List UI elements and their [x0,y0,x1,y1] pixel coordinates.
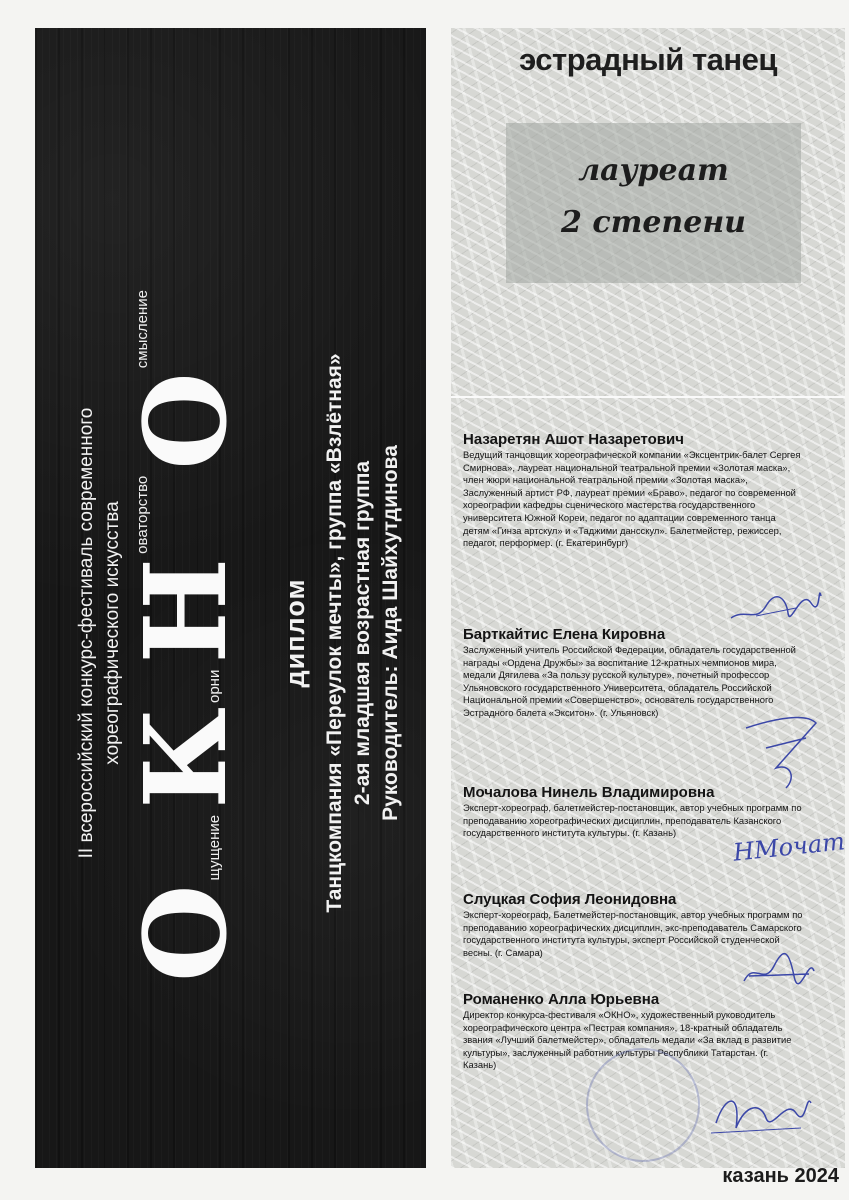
jury-member-description: Эксперт-хореограф, балетмейстер-постановщик, автор учебных программ по преподаванию хореографических дисциплин, преподаватель Казанского государственного института культуры. (г. Казань) [463,802,802,839]
award-title: лауреат [578,153,729,188]
city-year: казань 2024 [722,1165,839,1187]
award-degree: 2 степени [561,205,746,240]
jury-member-name: Слуцкая София Леонидовна [463,891,677,908]
jury-member-name: Романенко Алла Юрьевна [463,991,660,1008]
jury-member-name: Мочалова Нинель Владимировна [463,784,715,801]
logo-letter-n: Н [121,557,252,664]
participant-name: Танцкомпания «Переулок мечты», группа «Взлётная» [323,353,346,913]
logo-word4: смысление [134,290,151,369]
logo-letter-k: К [121,707,252,809]
festival-title-line1: II всероссийский конкурс-фестиваль современного [76,407,97,859]
signature-2 [736,708,826,798]
signature-5 [706,1073,816,1143]
document-type: диплом [280,578,310,688]
signature-3: НМочат [731,827,847,867]
award-box [506,123,801,283]
okno-logo [121,73,252,1168]
stamp-seal [586,1048,700,1162]
signature-1 [726,578,826,638]
jury-member-description: Ведущий танцовщик хореографической компании «Эксцентрик-балет Сергея Смирнова», лауреат национальной театральной премии «Золотая маска», член жюри национальной театральной премии «Золотая маска», Заслуженный артист РФ, лауреат премии «Браво», педагог по современной хореографии кафедры сценического мастерства государственного университета Южной Кореи, педагог по адаптации современного танца детям «Гинза артскул» и «Таджими дансскул». Балетмейстер, режиссер, педагог, перформер. (г. Екатеринбург) [463,449,801,549]
jury-member-description: Заслуженный учитель Российской Федерации, обладатель государственной награды «Ордена Дружбы» за воспитание 12-кратных чемпионов мира, медали Дягилева «За пользу русской культуре», почетный профессор Ульяновского государственного Университета, обладатель Российской Национальной премии «Совершенство», основатель государственного Эстрадного балета «Экситон». (г. Ульяновск) [463,644,796,718]
jury-member-name: Барткайтис Елена Кировна [463,626,666,643]
rotated-title-block [75,73,426,1168]
jury-member-description: Эксперт-хореограф, Балетмейстер-постановщик, автор учебных программ по преподаванию хореографических дисциплин, экс-преподаватель Самарского государственного института культуры, эксперт Российской студенческой весны. (г. Самара) [463,909,803,958]
logo-letter-o1: О [121,884,252,982]
jury-member-description: Директор конкурса-фестиваля «ОКНО», художественный руководитель хореографического центра «Пестрая компания», 18-кратный обладатель звания «Лучший балетмейстер», обладатель медали «За вклад в развитие культуры», заслуженный работник культуры Республики Татарстан. (г. Казань) [463,1009,792,1071]
signature-4 [739,946,819,996]
logo-word1: щущение [206,814,223,881]
left-dark-panel [35,28,426,1168]
age-group: 2-ая младшая возрастная группа [351,460,374,806]
right-textured-panel [451,28,845,1168]
genre-title: эстрадный танец [519,42,777,77]
leader-name: Руководитель: Аида Шайхутдинова [379,445,402,821]
divider-line [451,396,845,398]
logo-word2: орни [206,669,223,704]
logo-letter-o2: О [121,372,252,470]
festival-title-line2: хореографического искусства [102,501,123,765]
logo-word3: оваторство [134,475,151,554]
jury-member-name: Назаретян Ашот Назаретович [463,431,684,448]
